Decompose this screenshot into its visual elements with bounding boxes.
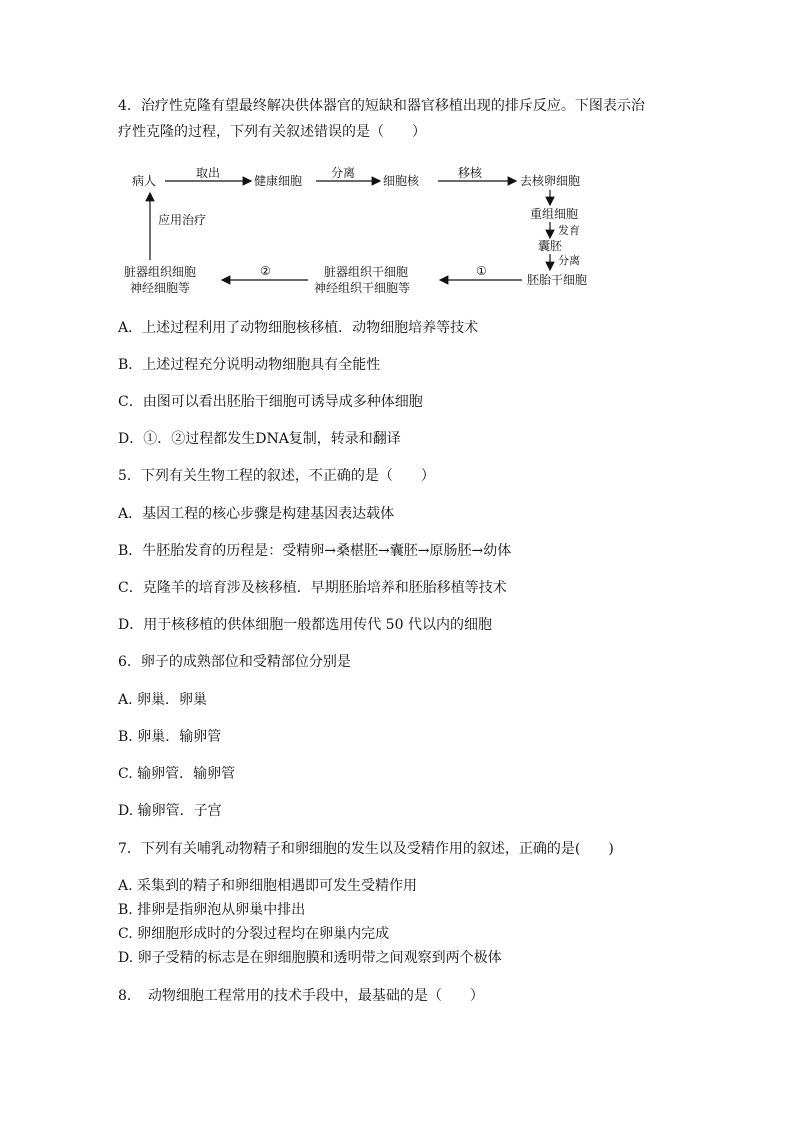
q7-option-d: D. 卵子受精的标志是在卵细胞膜和透明带之间观察到两个极体	[118, 950, 502, 966]
label-develop: 发育	[558, 224, 580, 237]
node-blastocyst: 囊胚	[538, 239, 563, 253]
label-transfer: 移核	[458, 166, 483, 180]
label-separate1: 分离	[331, 166, 356, 180]
q6-option-c: C. 输卵管．输卵管	[118, 766, 236, 782]
q7-stem: 7．下列有关哺乳动物精子和卵细胞的发生以及受精作用的叙述，正确的是( )	[118, 841, 614, 857]
q5-option-d: D．用于核移植的供体细胞一般都选用传代 50 代以内的细胞	[118, 617, 492, 633]
q6-option-d: D. 输卵管．子宫	[118, 803, 222, 819]
node-organ-stem-line2: 神经组织干细胞等	[314, 281, 411, 295]
node-enucleated-egg: 去核卵细胞	[520, 174, 581, 188]
q6-option-b: B. 卵巢．输卵管	[118, 729, 222, 745]
node-recombinant-cell: 重组细胞	[530, 207, 579, 221]
q4-option-b: B．上述过程充分说明动物细胞具有全能性	[118, 357, 381, 373]
q7-option-a: A. 采集到的精子和卵细胞相遇即可发生受精作用	[118, 878, 418, 894]
q4-option-a: A．上述过程利用了动物细胞核移植．动物细胞培养等技术	[118, 320, 479, 336]
q6-option-a: A. 卵巢．卵巢	[118, 692, 208, 708]
q5-stem: 5．下列有关生物工程的叙述，不正确的是（ ）	[118, 468, 435, 484]
q4-option-d: D．①．②过程都发生DNA复制，转录和翻译	[118, 431, 401, 447]
q5-option-b: B．牛胚胎发育的历程是：受精卵→桑椹胚→囊胚→原肠胚→幼体	[118, 543, 512, 559]
q4-option-c: C．由图可以看出胚胎干细胞可诱导成多种体细胞	[118, 394, 423, 410]
label-take-out: 取出	[196, 166, 221, 180]
cloning-process-diagram	[118, 160, 618, 305]
q5-option-c: C．克隆羊的培育涉及核移植．早期胚胎培养和胚胎移植等技术	[118, 580, 507, 596]
label-apply: 应用治疗	[158, 213, 207, 227]
node-organ-cell-line1: 脏器组织细胞	[124, 265, 197, 279]
q5-option-a: A．基因工程的核心步骤是构建基因表达载体	[118, 506, 395, 522]
q8-stem: 8． 动物细胞工程常用的技术手段中，最基础的是（ ）	[118, 988, 484, 1004]
q7-option-c: C. 卵细胞形成时的分裂过程均在卵巢内完成	[118, 926, 390, 942]
node-patient: 病人	[132, 174, 157, 188]
node-nucleus: 细胞核	[383, 174, 420, 188]
label-step1: ①	[476, 264, 487, 278]
q4-stem-line2: 疗性克隆的过程，下列有关叙述错误的是（ ）	[118, 124, 426, 140]
q7-option-b: B. 排卵是指卵泡从卵巢中排出	[118, 902, 306, 918]
label-separate2: 分离	[558, 254, 580, 267]
node-healthy-cell: 健康细胞	[254, 174, 303, 188]
node-organ-stem-line1: 脏器组织干细胞	[324, 265, 409, 279]
q4-stem-line1: 4．治疗性克隆有望最终解决供体器官的短缺和器官移植出现的排斥反应。下图表示治	[118, 98, 645, 114]
label-step2: ②	[260, 264, 271, 278]
q6-stem: 6．卵子的成熟部位和受精部位分别是	[118, 654, 351, 670]
node-organ-cell-line2: 神经细胞等	[130, 281, 191, 295]
node-embryonic-stem: 胚胎干细胞	[527, 273, 588, 287]
